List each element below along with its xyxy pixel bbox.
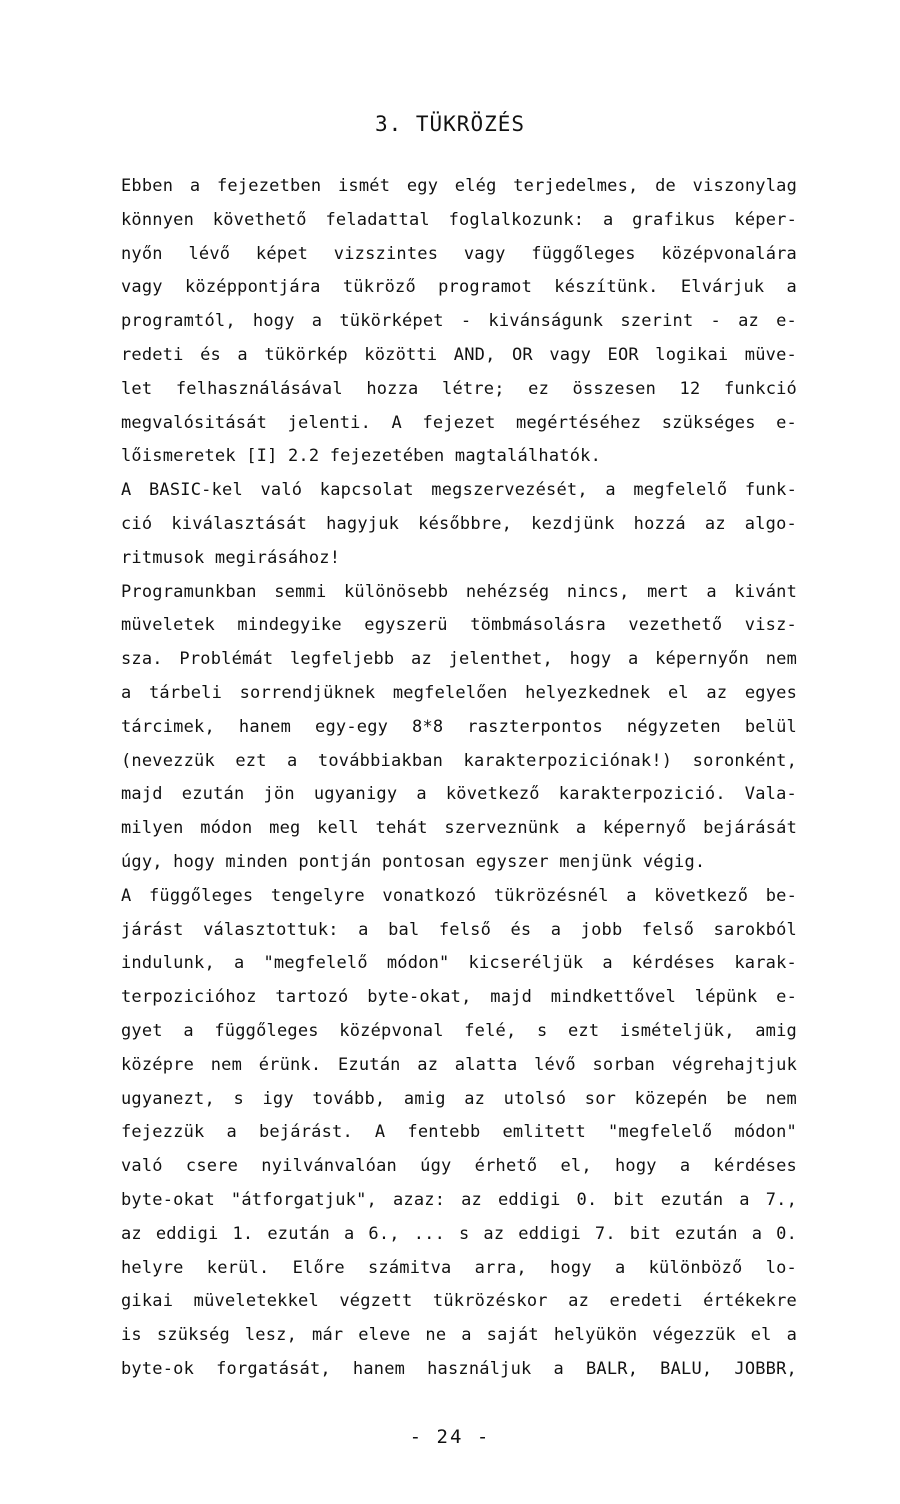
text-line: (nevezzük ezt a továbbiakban karakterpoziciónak!) soronként, — [121, 750, 797, 771]
text-line: programtól, hogy a tükörképet - kivánságunk szerint - az e- — [121, 311, 797, 332]
paragraph-traversal — [121, 880, 797, 1387]
text-line: gyet a függőleges középvonal felé, s ezt ismételjük, amig — [121, 1020, 797, 1041]
text-line: nyőn lévő képet vizszintes vagy függőleges középvonalára — [121, 243, 797, 264]
text-line: járást választottuk: a bal felső és a jobb felső sarokból — [121, 919, 797, 940]
text-line: helyre kerül. Előre számitva arra, hogy a különböző lo- — [121, 1257, 797, 1278]
text-line: fejezzük a bejárást. A fentebb emlitett "megfelelő módon" — [121, 1122, 797, 1143]
text-line: Programunkban semmi különösebb nehézség nincs, mert a kivánt — [121, 581, 797, 602]
text-line: tárcimek, hanem egy-egy 8*8 raszterpontos négyzeten belül — [121, 716, 797, 737]
paragraph-problem — [121, 576, 797, 880]
text-line: gikai müveletekkel végzett tükrözéskor az eredeti értékekre — [121, 1291, 797, 1312]
text-line: redeti és a tükörkép közötti AND, OR vagy EOR logikai müve- — [121, 344, 797, 365]
text-line: való csere nyilvánvalóan úgy érhető el, hogy a kérdéses — [121, 1156, 797, 1177]
text-line: byte-ok forgatását, hanem használjuk a BALR, BALU, JOBBR, — [121, 1358, 797, 1379]
text-line: úgy, hogy minden pontján pontosan egyszer menjünk végig. — [121, 851, 706, 872]
text-line: terpozicióhoz tartozó byte-okat, majd mindkettővel lépünk e- — [121, 987, 797, 1008]
text-line: müveletek mindegyike egyszerü tömbmásolásra vezethető visz- — [121, 615, 797, 636]
text-line: vagy középpontjára tükröző programot készítünk. Elvárjuk a — [121, 277, 797, 298]
text-line: majd ezután jön ugyanigy a következő karakterpozició. Vala- — [121, 784, 797, 805]
text-line: milyen módon meg kell tehát szerveznünk a képernyő bejárását — [121, 818, 797, 839]
text-line: középre nem érünk. Ezután az alatta lévő sorban végrehajtjuk — [121, 1054, 797, 1075]
text-line: A BASIC-kel való kapcsolat megszervezését, a megfelelő funk- — [121, 480, 797, 501]
text-line: indulunk, a "megfelelő módon" kicseréljük a kérdéses karak- — [121, 953, 797, 974]
text-line: az eddigi 1. ezután a 6., ... s az eddigi 7. bit ezután a 0. — [121, 1223, 797, 1244]
body-text — [121, 170, 797, 1387]
paragraph-intro — [121, 170, 797, 474]
text-line: megvalósitását jelenti. A fejezet megértéséhez szükséges e- — [121, 412, 797, 433]
text-line: let felhasználásával hozza létre; ez összesen 12 funkció — [121, 378, 797, 399]
text-line: byte-okat "átforgatjuk", azaz: az eddigi 0. bit ezután a 7., — [121, 1189, 797, 1210]
text-line: ugyanezt, s igy tovább, amig az utolsó sor közepén be nem — [121, 1088, 797, 1109]
paragraph-basic — [121, 474, 797, 575]
text-line: lőismeretek [I] 2.2 fejezetében magtalálhatók. — [121, 446, 602, 467]
text-line: ció kiválasztását hagyjuk későbbre, kezdjünk hozzá az algo- — [121, 513, 797, 534]
text-line: ritmusok megirásához! — [121, 547, 341, 568]
page-number: - 24 - — [409, 1426, 491, 1448]
chapter-title: 3. TÜKRÖZÉS — [374, 112, 526, 136]
text-line: Ebben a fejezetben ismét egy elég terjedelmes, de viszonylag — [121, 176, 797, 196]
text-line: A függőleges tengelyre vonatkozó tükrözésnél a következő be- — [121, 885, 797, 906]
text-line: sza. Problémát legfeljebb az jelenthet, hogy a képernyőn nem — [121, 649, 797, 670]
text-line: is szükség lesz, már eleve ne a saját helyükön végezzük el a — [121, 1325, 797, 1346]
text-line: könnyen követhető feladattal foglalkozunk: a grafikus képer- — [121, 209, 797, 230]
text-line: a tárbeli sorrendjüknek megfelelően helyezkednek el az egyes — [121, 682, 797, 703]
